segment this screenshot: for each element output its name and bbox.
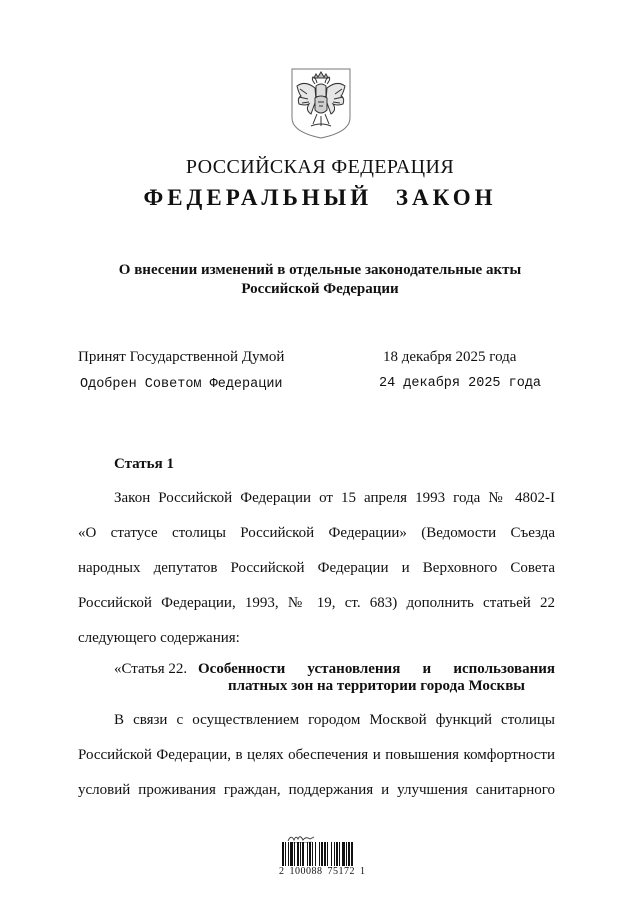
article-1-line-3: народных депутатов Российской Федерации и Верховного Совета: [78, 560, 555, 576]
barcode-bar: [346, 842, 347, 866]
barcode-bar: [336, 842, 338, 866]
article-1-line-1: Закон Российской Федерации от 15 апреля 1993 года № 4802-I: [114, 490, 555, 506]
barcode-bar: [342, 842, 345, 866]
council-approval-date: 24 декабря 2025 года: [379, 376, 542, 391]
barcode-bar: [282, 842, 284, 866]
barcode-bar: [327, 842, 328, 866]
barcode-icon: [281, 842, 363, 866]
barcode-bar: [334, 842, 335, 866]
barcode-bar: [331, 842, 332, 866]
barcode-bar: [321, 842, 323, 866]
barcode-bar: [312, 842, 313, 866]
article-22-number: «Статья 22.: [114, 661, 188, 677]
barcode-bar: [315, 842, 316, 866]
article-22-line-3: условий проживания граждан, поддержания и улучшения санитарного: [78, 782, 555, 798]
barcode-bar: [285, 842, 286, 866]
law-subject-line-1: О внесении изменений в отдельные законодательные акты: [118, 262, 522, 278]
barcode-bar: [302, 842, 304, 866]
barcode-bar: [290, 842, 293, 866]
article-1-heading: Статья 1: [114, 456, 174, 472]
barcode-bar: [297, 842, 299, 866]
article-22-title-line-2: платных зон на территории города Москвы: [227, 678, 526, 694]
barcode-number: 2 100088 75172 1: [279, 866, 366, 877]
article-1-body: [78, 481, 555, 656]
barcode-bar: [288, 842, 289, 866]
article-1-line-4: Российской Федерации, 1993, № 19, ст. 683) дополнить статьей 22: [78, 595, 555, 611]
barcode-bar: [294, 842, 295, 866]
duma-adoption-label: Принят Государственной Думой: [78, 349, 285, 365]
law-subject: [0, 261, 640, 299]
article-22-line-1: В связи с осуществлением городом Москвой функций столицы: [114, 712, 555, 728]
barcode-bar: [351, 842, 353, 866]
barcode-bar: [324, 842, 326, 866]
barcode-bar: [319, 842, 320, 866]
country-name: РОССИЙСКАЯ ФЕДЕРАЦИЯ: [185, 156, 455, 178]
barcode-bar: [339, 842, 340, 866]
barcode-bar: [307, 842, 308, 866]
barcode-bar: [309, 842, 311, 866]
article-22-line-2: Российской Федерации, в целях обеспечения и повышения комфортности: [78, 747, 555, 763]
council-approval-label: Одобрен Советом Федерации: [80, 377, 283, 392]
article-22-title-line-1: Особенности установления и использования: [198, 661, 555, 677]
barcode-bar: [300, 842, 301, 866]
article-1-line-5: следующего содержания:: [78, 630, 240, 646]
document-type-title: ФЕДЕРАЛЬНЫЙ ЗАКОН: [143, 185, 497, 210]
barcode-bar: [348, 842, 350, 866]
duma-adoption-date: 18 декабря 2025 года: [383, 349, 517, 365]
russian-coat-of-arms-icon: [289, 66, 353, 140]
article-1-line-2: «О статусе столицы Российской Федерации» (Ведомости Съезда: [78, 525, 555, 541]
article-22-body: [78, 703, 555, 808]
law-subject-line-2: Российской Федерации: [241, 281, 399, 297]
